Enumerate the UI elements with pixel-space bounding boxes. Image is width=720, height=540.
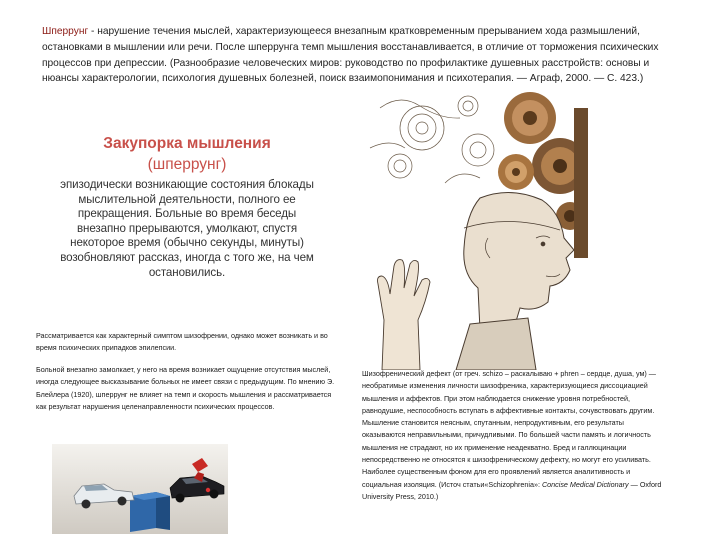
right-note-text: Шизофренический дефект (от греч. schizo – раскалываю + phren – сердце, душа, ум) — необратимые изменения личности шизофреника, характеризующиеся диссоциацией мышления и аффектов. При этом наблюдается снижение уровня потребностей, равнодушие, неспособность вступать в аффективные контакты, сочувствовать другим. Мышление становится неясным, спутанным, непродуктивным, его результаты оказываются неправильными, причудливыми. По большей части память и логичность мышления не страдают, но их применение неадекватно. Бред и галлюцинации непосредственно не относятся к шизофреническому дефекту, но могут его усиливать. Наиболее существенным фоном для его проявлений является аналитивность и социальная изоляция. (Источ статьи«Schizophrenia»: <box>362 369 656 489</box>
intro-text: - нарушение течения мыслей, характеризующееся внезапным кратковременным прерыванием хода размышлений, остановками в мышлении или речи. После шперрунга темп мышления восстанавливается, в отличие от торможения психических процессов при депрессии. (Разнообразие человеческих миров: руководство по профилактике душевных расстройств: основы и нюансы характерологии, психология душевных болезней, поиск взаимопонимания и психотерапия. — Аграф, 2000. — С. 423.) <box>42 26 659 85</box>
raised-hand <box>378 260 431 370</box>
slide-subtitle: (шперрунг) <box>147 156 227 173</box>
left-note-2: Больной внезапно замолкает, у него на время возникает ощущение отсутствия мыслей, иногда следующее высказывание больных не имеет связи с предыдущим. По мнению Э. Блейлера (1920), шперрунг не влияет на темп и скорость мышления и рассматривается как результат нарушения целенаправленности психических процессов. <box>36 364 335 412</box>
left-notes <box>36 330 336 422</box>
two-cars-crash-photo <box>52 444 228 534</box>
slide-title: Закупорка мышления <box>103 135 271 152</box>
right-note-tail: — Oxford University Press, 2010.) <box>362 479 662 501</box>
head-with-gears-engraving <box>360 88 590 370</box>
right-note-source: Concise Medical Dictionary <box>541 479 629 489</box>
intro-term: Шперрунг <box>42 26 89 37</box>
intro-paragraph <box>42 24 672 87</box>
slide-body: эпизодически возникающие состояния блокады мыслительной деятельности, полного ее прекращения. Больные во время беседы внезапно прерываются, умолкают, спустя некоторое время (обычно секунды, минуты) возобновляют рассказ, иногда с того же, на чем остановились. <box>60 178 314 279</box>
slide-card <box>42 116 332 312</box>
right-note <box>362 368 662 503</box>
left-note-1: Рассматривается как характерный симптом шизофрении, однако может возникать и во время психических припадков эпилепсии. <box>36 331 328 353</box>
